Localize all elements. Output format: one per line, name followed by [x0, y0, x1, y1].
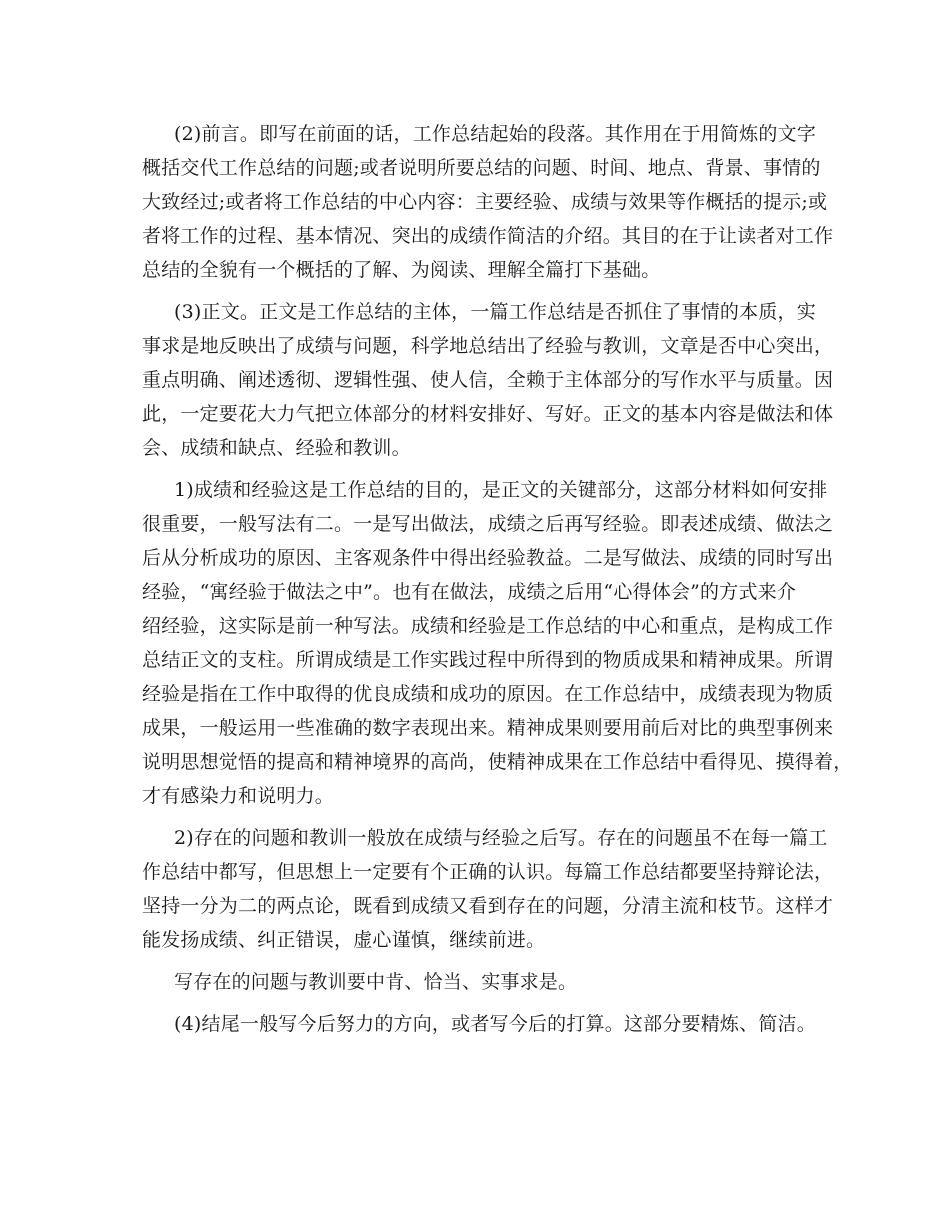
paragraph-2-line-4: 者将工作的过程、基本情况、突出的成绩作简洁的介绍。其目的在于让读者对工作	[142, 225, 834, 247]
paragraph-3-line-1: (3)正文。正文是工作总结的主体，一篇工作总结是否抓住了事情的本质，实	[174, 301, 816, 323]
paragraph-1a-line-10: 才有感染力和说明力。	[142, 785, 335, 807]
paragraph-2-line-2: 概括交代工作总结的问题;或者说明所要总结的问题、时间、地点、背景、事情的	[142, 157, 821, 179]
paragraph-1a-line-5: 绍经验，这实际是前一种写法。成绩和经验是工作总结的中心和重点，是构成工作	[142, 615, 834, 637]
paragraph-1a-line-7: 经验是指在工作中取得的优良成绩和成功的原因。在工作总结中，成绩表现为物质	[142, 683, 834, 705]
paragraph-4-line-1: (4)结尾一般写今后努力的方向，或者写今后的打算。这部分要精炼、简洁。	[174, 1013, 816, 1035]
paragraph-3-line-3: 重点明确、阐述透彻、逻辑性强、使人信，全赖于主体部分的写作水平与质量。因	[142, 369, 834, 391]
paragraph-1a-line-2: 很重要，一般写法有二。一是写出做法，成绩之后再写经验。即表述成绩、做法之	[142, 513, 834, 535]
paragraph-1a-line-3: 后从分析成功的原因、主客观条件中得出经验教益。二是写做法、成绩的同时写出	[142, 547, 834, 569]
paragraph-2a-line-1: 2)存在的问题和教训一般放在成绩与经验之后写。存在的问题虽不在每一篇工	[174, 827, 828, 849]
paragraph-2a-line-3: 坚持一分为二的两点论，既看到成绩又看到存在的问题，分清主流和枝节。这样才	[142, 895, 834, 917]
paragraph-1a-line-9: 说明思想觉悟的提高和精神境界的高尚，使精神成果在工作总结中看得见、摸得着，	[142, 751, 853, 773]
paragraph-2-line-1: (2)前言。即写在前面的话，工作总结起始的段落。其作用在于用简炼的文字	[174, 123, 816, 145]
paragraph-problems-line-1: 写存在的问题与教训要中肯、恰当、实事求是。	[174, 971, 578, 993]
paragraph-1a-line-6: 总结正文的支柱。所谓成绩是工作实践过程中所得到的物质成果和精神成果。所谓	[142, 649, 834, 671]
paragraph-2a-line-4: 能发扬成绩、纠正错误，虚心谨慎，继续前进。	[142, 929, 546, 951]
paragraph-1a-line-8: 成果，一般运用一些准确的数字表现出来。精神成果则要用前后对比的典型事例来	[142, 717, 834, 739]
paragraph-2-line-3: 大致经过;或者将工作总结的中心内容：主要经验、成绩与效果等作概括的提示;或	[142, 191, 828, 213]
paragraph-1a-line-4: 经验，“寓经验于做法之中”。也有在做法，成绩之后用“心得体会”的方式来介	[142, 581, 797, 603]
paragraph-3-line-5: 会、成绩和缺点、经验和教训。	[142, 437, 411, 459]
paragraph-3-line-2: 事求是地反映出了成绩与问题，科学地总结出了经验与教训，文章是否中心突出，	[142, 335, 834, 357]
paragraph-1a-line-1: 1)成绩和经验这是工作总结的目的，是正文的关键部分，这部分材料如何安排	[174, 479, 828, 501]
paragraph-2a-line-2: 作总结中都写，但思想上一定要有个正确的认识。每篇工作总结都要坚持辩论法，	[142, 861, 834, 883]
paragraph-3-line-4: 此，一定要花大力气把立体部分的材料安排好、写好。正文的基本内容是做法和体	[142, 403, 834, 425]
paragraph-2-line-5: 总结的全貌有一个概括的了解、为阅读、理解全篇打下基础。	[142, 259, 661, 281]
